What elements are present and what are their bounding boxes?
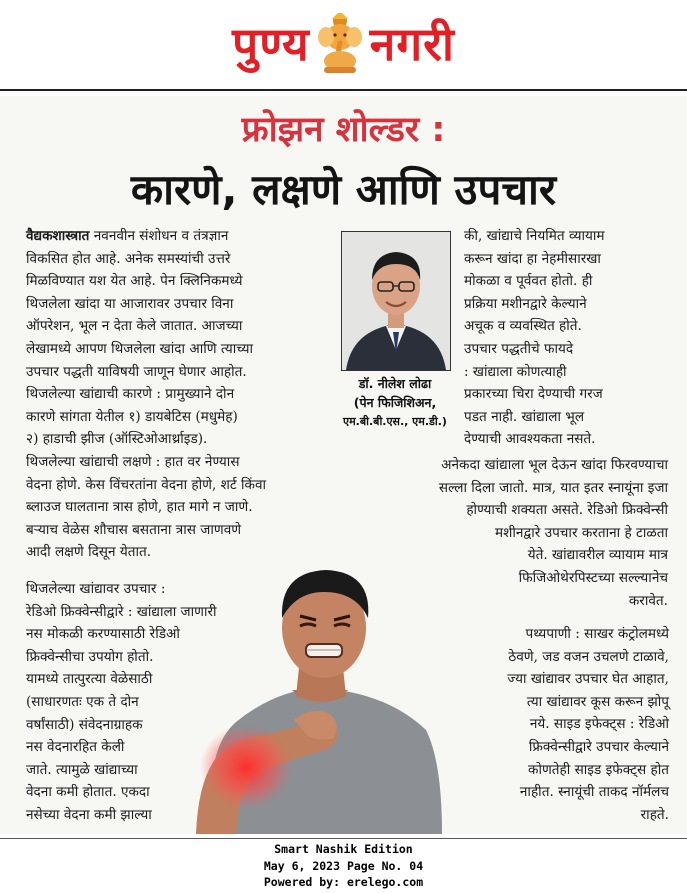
text-line: करावेत. — [628, 592, 668, 609]
text-line: वेदना कमी होतात. एकदा — [26, 784, 150, 801]
author-role: (पेन फिजिशिअन, — [353, 395, 437, 410]
text-line: पडत नाही. खांद्याला भूल — [464, 408, 585, 425]
text-line: की, खांद्याचे नियमित व्यायाम — [464, 228, 605, 244]
text-line: बऱ्याच वेळेस शौचास बसताना त्रास जाणवणे — [26, 521, 242, 538]
lead-word: वैद्यकशास्त्रात — [26, 228, 90, 244]
text-line: थिजलेल्या खांद्याची कारणे : प्रामुख्याने दोन — [26, 386, 235, 403]
text-line: : खांद्याला कोणत्याही — [464, 363, 567, 380]
text-line: ब्लाउज घालताना त्रास होणे, हात मागे न जाणे. — [26, 499, 253, 516]
text-line: आदी लक्षणे दिसून येतात. — [26, 544, 152, 561]
text-line: थिजलेल्या खांद्याची लक्षणे : हात वर नेण्यास — [26, 453, 240, 470]
text-line: ज्या खांद्यावर उपचार घेत आहात, — [507, 671, 669, 688]
masthead-right-word: नगरी — [369, 17, 455, 71]
text-line: ठेवणे, जड वजन उचलणे टाळावे, — [508, 648, 669, 665]
text-line: त्या खांद्यावर कूस करून झोपू — [526, 693, 669, 710]
headline-kicker: फ्रोझन शोल्डर : — [241, 110, 446, 150]
right-lower-block — [414, 623, 669, 826]
text-line: नाहीत. स्नायूंची ताकद नॉर्मलच — [519, 784, 669, 801]
masthead-rule — [0, 89, 687, 91]
author-caption — [332, 374, 458, 431]
text-line: लेखामध्ये आपण थिजलेला खांदा आणि त्याच्या — [26, 340, 254, 357]
footer — [0, 841, 687, 891]
text-run: नवनवीन संशोधन व तंत्रज्ञान — [89, 228, 229, 244]
text-line: थिजलेला खांदा या आजारावर उपचार विना — [26, 295, 234, 312]
text-line: कारणे सांगता येतील १) डायबेटिस (मधुमेह) — [26, 408, 238, 425]
text-line: फिजिओथेरपिस्टच्या सल्ल्यानेच — [518, 569, 668, 586]
text-line: मिळविण्यात यश येत आहे. पेन क्लिनिकमध्ये — [26, 273, 243, 290]
ganesha-emblem-icon — [314, 13, 366, 75]
text-line: ऑपरेशन, भूल न देता केले जातात. आजच्या — [26, 318, 243, 335]
text-line: यामध्ये तात्पुरत्या वेळेसाठी — [26, 671, 153, 688]
text-line: थिजलेल्या खांद्यावर उपचार : — [26, 581, 166, 597]
text-line: पथ्यपाणी : साखर कंट्रोलमध्ये — [525, 626, 669, 642]
text-line: (साधारणतः एक ते दोन — [26, 693, 139, 710]
author-photo — [341, 231, 451, 371]
text-line: देण्याची आवश्यकता नसते. — [464, 431, 596, 448]
text-line: नस वेदनारहित केली — [26, 739, 125, 756]
text-line: २) हाडाची झीज (ऑस्टिओआर्थ्राइड). — [26, 431, 208, 448]
left-column — [26, 225, 328, 564]
powered-by-link[interactable]: Powered by: erelego.com — [263, 875, 424, 889]
text-line: नस मोकळी करण्यासाठी रेडिओ — [26, 626, 180, 643]
text-line: रेडिओ फ्रिक्वेन्सीद्वारे : खांद्याला जाणारी — [26, 603, 217, 620]
man-shoulder-pain-icon — [196, 562, 442, 834]
author-name: डॉ. नीलेश लोढा — [358, 376, 432, 391]
text-line: उपचार पद्धती याविषयी जाणून घेणार आहोत. — [26, 363, 247, 380]
text-line: कोणतेही साइड इफेक्ट्स होत — [528, 761, 669, 778]
text-line: होण्याची शक्यता असते. रेडिओ फ्रिक्वेन्सी — [466, 502, 668, 519]
text-line: येते. खांद्यावरील व्यायाम मात्र — [527, 547, 668, 564]
text-line: फ्रिक्वेन्सीद्वारे उपचार केल्याने — [528, 738, 669, 755]
text-line: सल्ला दिला जातो. मात्र, यात इतर स्नायूंना इजा — [438, 479, 668, 496]
headline-main: कारणे, लक्षणे आणि उपचार — [130, 165, 557, 214]
masthead-left-word: पुण्य — [232, 17, 310, 71]
text-line: अनेकदा खांद्याला भूल देऊन खांदा फिरवण्याचा — [441, 457, 668, 473]
text-line: वर्षांसाठी) संवेदनाग्राहक — [26, 716, 143, 733]
edition-label: Smart Nashik Edition — [274, 842, 413, 856]
footer-rule — [0, 838, 687, 839]
text-line: राहते. — [640, 806, 669, 823]
author-portrait-icon — [342, 232, 450, 370]
text-line: मशीनद्वारे उपचार करताना हे टाळता — [494, 524, 668, 541]
date-page-label: May 6, 2023 Page No. 04 — [263, 858, 424, 873]
article — [0, 96, 687, 834]
text-line: उपचार पद्धतीचे फायदे — [464, 340, 574, 357]
text-line: नसेच्या वेदना कमी झाल्या — [26, 806, 152, 823]
right-column — [464, 225, 669, 451]
author-degree: एम.बी.बी.एस., एम.डी.) — [343, 415, 447, 428]
masthead — [0, 0, 687, 88]
text-line — [26, 225, 328, 248]
text-line: अचूक व व्यवस्थित होते. — [464, 318, 582, 335]
text-line: प्रकारच्या चिरा देण्याची गरज — [464, 386, 603, 403]
text-line: फ्रिक्वेन्सीचा उपयोग होतो. — [26, 648, 154, 665]
text-line: वेदना होणे. केस विंचरतांना वेदना होणे, शर्ट किंवा — [26, 476, 267, 493]
text-line: नये. साइड इफेक्ट्स : रेडिओ — [529, 716, 669, 733]
text-line: जाते. त्यामुळे खांद्याच्या — [26, 761, 138, 778]
text-line: विकसित होत आहे. अनेक समस्यांची उत्तरे — [26, 250, 231, 267]
text-line: करून खांदा हा नेहमीसारखा — [464, 250, 601, 267]
text-line: प्रक्रिया मशीनद्वारे केल्याने — [464, 295, 587, 312]
text-line: मोकळा व पूर्ववत होतो. ही — [464, 273, 593, 290]
